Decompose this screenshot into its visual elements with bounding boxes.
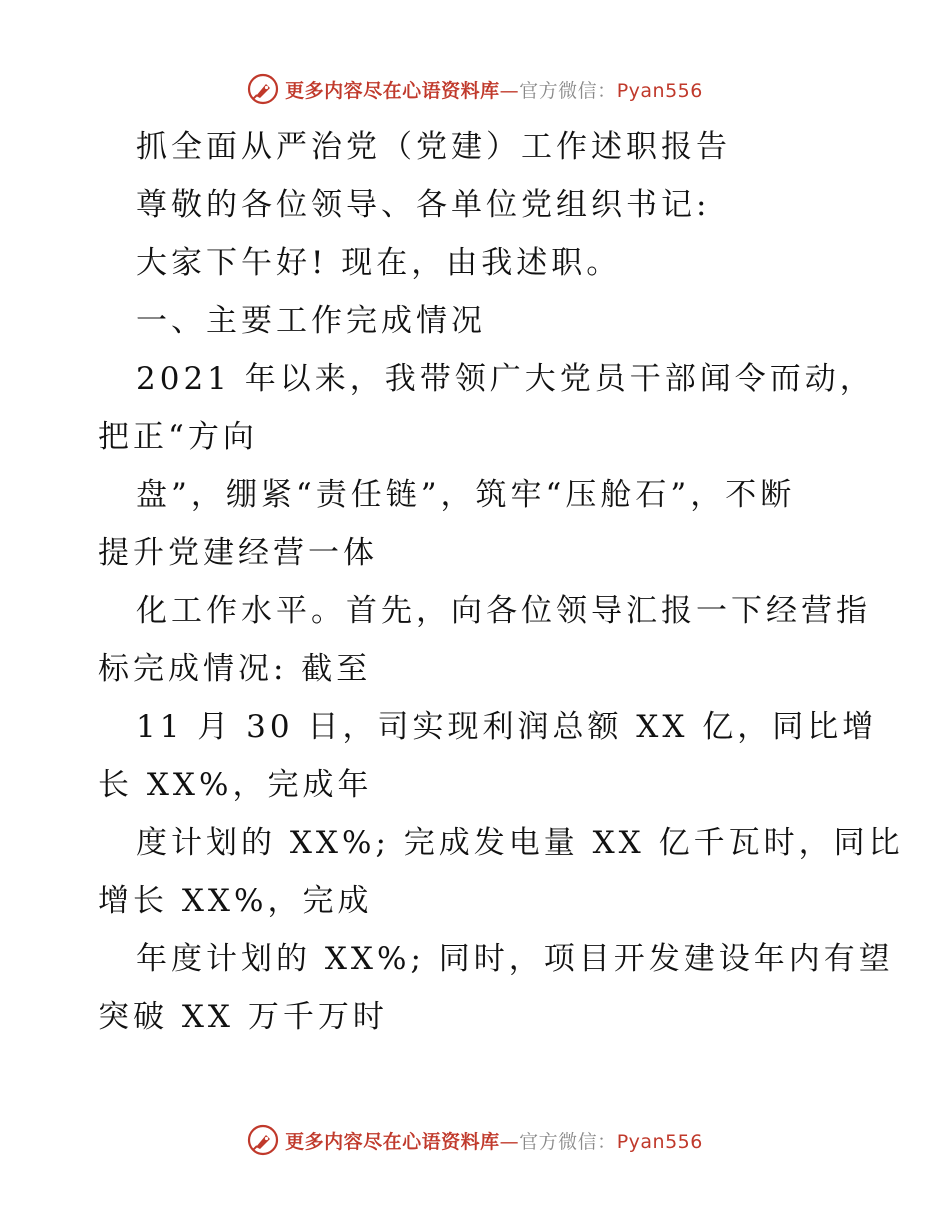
doc-line: 增长 XX%，完成: [98, 883, 373, 919]
footer-watermark: [0, 1123, 950, 1157]
header-watermark: [0, 72, 950, 106]
doc-line: 标完成情况: 截至: [98, 651, 372, 687]
pen-nib-logo-icon: [247, 73, 279, 105]
doc-line: 11 月 30 日，司实现利润总额 XX 亿，同比增: [136, 709, 878, 745]
pen-nib-logo-icon: [247, 1124, 279, 1156]
doc-line: 一、主要工作完成情况: [136, 303, 486, 339]
watermark-wechat-id: Pyan556: [616, 1130, 703, 1153]
doc-line: 2021 年以来，我带领广大党员干部闻令而动，: [136, 361, 875, 397]
watermark-label: 官方微信：: [519, 1130, 617, 1153]
doc-line: 把正“方向: [98, 419, 258, 455]
doc-line: 大家下午好! 现在，由我述职。: [136, 245, 622, 281]
doc-line: 度计划的 XX%; 完成发电量 XX 亿千瓦时，同比: [136, 825, 904, 861]
doc-line: 突破 XX 万千万时: [98, 999, 388, 1035]
watermark-text: [285, 1127, 703, 1154]
document-body: [98, 118, 904, 1046]
doc-line: 年度计划的 XX%; 同时，项目开发建设年内有望: [136, 941, 894, 977]
doc-line: 提升党建经营一体: [98, 535, 378, 571]
watermark-separator: —: [499, 1130, 520, 1153]
doc-line: 尊敬的各位领导、各单位党组织书记:: [136, 187, 711, 223]
watermark-separator: —: [499, 79, 520, 102]
watermark-label: 官方微信：: [519, 79, 617, 102]
doc-line: 抓全面从严治党（党建）工作述职报告: [136, 129, 731, 165]
watermark-wechat-id: Pyan556: [616, 79, 703, 102]
doc-line: 盘”，绷紧“责任链”，筑牢“压舱石”，不断: [136, 477, 796, 513]
watermark-text: [285, 76, 703, 103]
doc-line: 化工作水平。首先，向各位领导汇报一下经营指: [136, 593, 871, 629]
doc-line: 长 XX%，完成年: [98, 767, 373, 803]
watermark-brand: 更多内容尽在心语资料库: [285, 1130, 500, 1153]
watermark-brand: 更多内容尽在心语资料库: [285, 79, 500, 102]
